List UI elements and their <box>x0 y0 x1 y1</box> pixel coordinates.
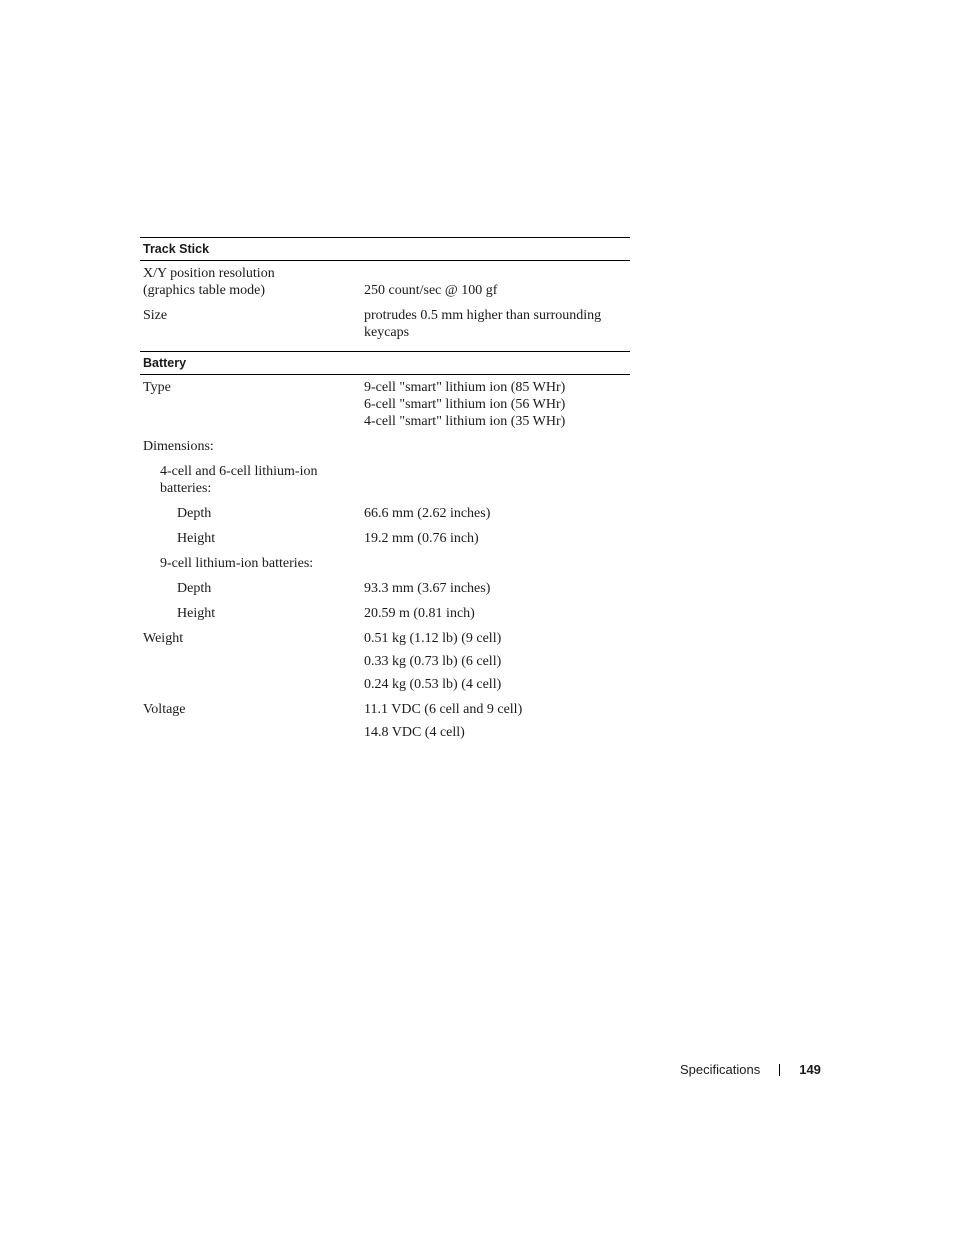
spec-tables <box>140 237 630 749</box>
weight-value <box>364 630 630 693</box>
group-9-cell-label: 9-cell lithium-ion batteries: <box>160 556 314 571</box>
table-row <box>140 505 630 522</box>
page-number: 149 <box>799 1062 821 1077</box>
battery-heading: Battery <box>140 351 630 375</box>
table-row <box>140 701 630 741</box>
depth-label: Depth <box>177 581 212 596</box>
page-footer <box>680 1062 821 1078</box>
table-row <box>140 438 630 455</box>
table-row <box>140 265 630 299</box>
xy-resolution-label-line: X/Y position resolution <box>143 266 275 281</box>
footer-section-name: Specifications <box>680 1062 761 1077</box>
weight-value-line: 0.51 kg (1.12 lb) (9 cell) <box>364 631 502 646</box>
footer-divider <box>779 1064 780 1076</box>
table-row <box>140 605 630 622</box>
xy-resolution-label <box>140 265 364 299</box>
type-value-line: 6-cell "smart" lithium ion (56 WHr) <box>364 397 566 412</box>
table-row <box>140 379 630 430</box>
height-value: 20.59 m (0.81 inch) <box>364 606 475 621</box>
height-label: Height <box>177 606 216 621</box>
group-4-6-cell-label <box>140 463 364 497</box>
group-label-line: batteries: <box>160 481 212 496</box>
table-row <box>140 530 630 547</box>
table-row <box>140 463 630 497</box>
depth-label: Depth <box>177 506 212 521</box>
depth-value: 66.6 mm (2.62 inches) <box>364 506 491 521</box>
weight-value-line: 0.24 kg (0.53 lb) (4 cell) <box>364 677 502 692</box>
table-row <box>140 307 630 341</box>
battery-rows <box>140 375 630 741</box>
xy-resolution-value: 250 count/sec @ 100 gf <box>364 283 498 298</box>
voltage-value-line: 11.1 VDC (6 cell and 9 cell) <box>364 702 523 717</box>
depth-value: 93.3 mm (3.67 inches) <box>364 581 491 596</box>
weight-value-line: 0.33 kg (0.73 lb) (6 cell) <box>364 654 502 669</box>
dimensions-label: Dimensions: <box>143 439 214 454</box>
size-value-line: keycaps <box>364 325 410 340</box>
height-value: 19.2 mm (0.76 inch) <box>364 531 479 546</box>
xy-resolution-label-line: (graphics table mode) <box>143 283 266 298</box>
table-row <box>140 555 630 572</box>
table-row <box>140 580 630 597</box>
track-stick-rows <box>140 261 630 341</box>
voltage-label: Voltage <box>143 702 186 717</box>
voltage-value <box>364 701 630 741</box>
type-value-line: 9-cell "smart" lithium ion (85 WHr) <box>364 380 566 395</box>
type-value <box>364 379 630 430</box>
size-value <box>364 307 630 341</box>
size-value-line: protrudes 0.5 mm higher than surrounding <box>364 308 602 323</box>
height-label: Height <box>177 531 216 546</box>
type-label: Type <box>143 380 171 395</box>
group-label-line: 4-cell and 6-cell lithium-ion <box>160 464 318 479</box>
table-row <box>140 630 630 693</box>
track-stick-heading: Track Stick <box>140 237 630 261</box>
weight-label: Weight <box>143 631 184 646</box>
type-value-line: 4-cell "smart" lithium ion (35 WHr) <box>364 414 566 429</box>
size-label: Size <box>143 308 168 323</box>
voltage-value-line: 14.8 VDC (4 cell) <box>364 725 465 740</box>
